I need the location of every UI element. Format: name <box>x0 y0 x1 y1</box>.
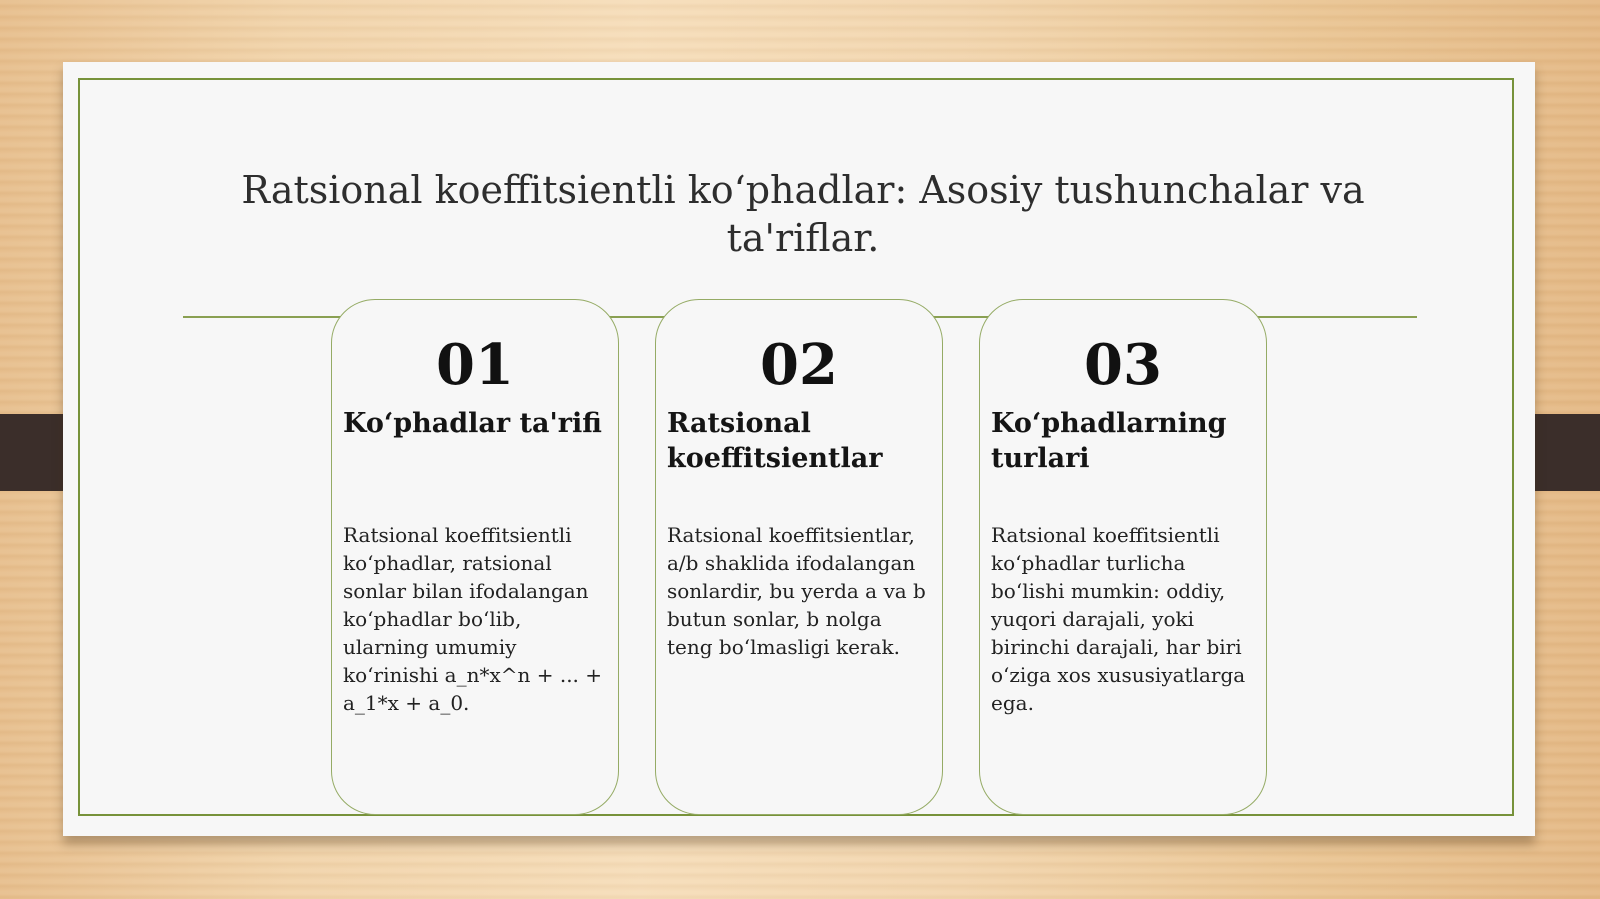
card-text: Ratsional koeffitsientli ko‘phadlar, ratsional sonlar bilan ifodalangan ko‘phadlar bo‘lib, ularning umumiy ko‘rinishi a_n*x^n + ... + a_1*x + a_0. <box>343 523 603 715</box>
card-text: Ratsional koeffitsientli ko‘phadlar turlicha bo‘lishi mumkin: oddiy, yuqori darajali, yoki birinchi darajali, har biri o‘ziga xos xususiyatlarga ega. <box>991 523 1246 715</box>
card-3 <box>979 299 1267 815</box>
card-title: Ratsional koeffitsientlar <box>667 408 883 474</box>
card-title: Ko‘phadlar ta'rifi <box>343 408 602 439</box>
slide-title: Ratsional koeffitsientli ko‘phadlar: Asosiy tushunchalar va ta'riflar. <box>241 168 1365 260</box>
card-number: 03 <box>1084 332 1162 398</box>
card-number: 02 <box>760 332 838 398</box>
card-number: 01 <box>436 332 514 398</box>
card-text: Ratsional koeffitsientlar, a/b shaklida ifodalangan sonlardir, bu yerda a va b butun sonlar, b nolga teng bo‘lmasligi kerak. <box>667 523 926 659</box>
card-title: Ko‘phadlarning turlari <box>991 408 1227 474</box>
card-1 <box>331 299 619 815</box>
slide-panel <box>63 62 1535 836</box>
card-2 <box>655 299 943 815</box>
